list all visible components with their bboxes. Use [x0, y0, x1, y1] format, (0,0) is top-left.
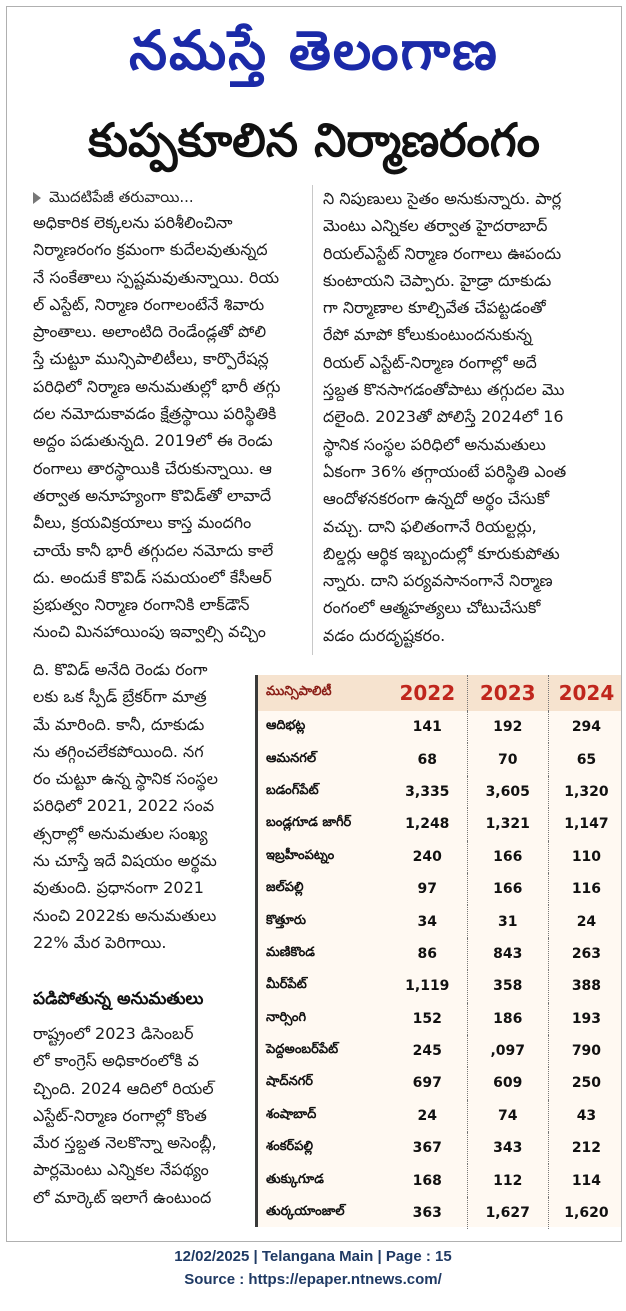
permit-count-cell: 186 — [467, 1003, 548, 1035]
article-line: పరిధిలో 2021, 2022 సంవ — [33, 796, 215, 816]
permit-count-cell: 34 — [417, 913, 438, 930]
permit-count-cell: 70 — [467, 743, 548, 775]
table-row — [258, 808, 622, 840]
table-row — [258, 776, 622, 808]
article-line: త్సరాల్లో అనుమతుల సంఖ్య — [33, 823, 208, 843]
table-row — [258, 1035, 622, 1067]
table-row — [258, 743, 622, 775]
building-permits-table — [255, 675, 622, 1227]
table-row — [258, 970, 622, 1002]
permit-count-cell: 609 — [467, 1067, 548, 1099]
municipality-name-cell: ఆదిభట్ల — [266, 718, 306, 734]
continuation-label — [33, 185, 194, 209]
article-line: వుతుంది. ప్రధానంగా 2021 — [33, 878, 204, 898]
article-line: ల్ ఎస్టేట్, నిర్మాణ రంగాలంటేనే శివారు — [33, 294, 265, 314]
table-row — [258, 938, 622, 970]
table-row — [258, 1132, 622, 1164]
permit-count-cell: 65 — [548, 743, 622, 775]
municipality-name-cell: మణికొండ — [266, 944, 315, 960]
permit-count-cell: ,097 — [467, 1035, 548, 1067]
table-row — [258, 905, 622, 937]
permit-count-cell: 86 — [417, 945, 438, 962]
article-line: రేపో మాపో కోలుకుంటుందనుకున్న — [323, 325, 532, 345]
municipality-name-cell: ఆమనగల్ — [266, 750, 317, 766]
article-line: రియల్‌ఎస్టేట్ నిర్మాణ రంగాలు ఊపందు — [323, 243, 562, 263]
permit-count-cell: 166 — [467, 873, 548, 905]
permit-count-cell: 212 — [548, 1132, 622, 1164]
article-line: కుంటాయని చెప్పారు. హైడ్రా దూకుడు — [323, 270, 552, 290]
table-row — [258, 873, 622, 905]
table-header-year: 2022 — [388, 675, 467, 711]
article-line: స్తబ్దత కొనసాగడంతోపాటు తగ్గుదల మొ — [323, 380, 565, 400]
municipality-name-cell: జల్‌పల్లి — [266, 880, 304, 896]
article-line: రంగంలో ఆత్మహత్యలు చోటుచేసుకో — [323, 598, 541, 618]
table-header-year: 2023 — [467, 675, 548, 711]
article-line: ది. కొవిడ్ అనేది రెండు రంగా — [33, 660, 208, 679]
municipality-name-cell: శంషాబాద్ — [266, 1106, 317, 1122]
permit-count-cell: 1,620 — [548, 1197, 622, 1229]
article-line: చాయే కానీ భారీ తగ్గుదల నమోదు కాలే — [33, 540, 274, 560]
municipality-name-cell: బడంగ్‌పేట్ — [266, 782, 319, 798]
permit-count-cell: 68 — [417, 751, 438, 768]
article-column-left — [33, 209, 307, 646]
permit-count-cell: 263 — [548, 938, 622, 970]
article-line: ఆందోళనకరంగా ఉన్నదో అర్థం చేసుకో — [323, 489, 550, 509]
table-header-municipality: మున్సిపాలిటీ — [258, 675, 388, 711]
municipality-name-cell: మీర్‌పేట్ — [266, 977, 307, 993]
article-line: నుంచి 2022కు అనుమతులు — [33, 905, 217, 925]
article-line: రంగాలు తారస్థాయికి చేరుకున్నాయి. ఆ — [33, 458, 272, 478]
permit-count-cell: 3,605 — [467, 776, 548, 808]
permit-count-cell: 1,248 — [405, 816, 450, 833]
permit-count-cell: 168 — [412, 1172, 442, 1189]
table-header-year: 2024 — [548, 675, 622, 711]
municipality-name-cell: నార్సింగి — [266, 1009, 307, 1025]
permit-count-cell: 141 — [412, 719, 442, 736]
column-divider — [312, 185, 313, 655]
article-line: తర్వాత అనూహ్యంగా కొవిడ్‌తో లావాదే — [33, 485, 272, 505]
table-row — [258, 1164, 622, 1196]
permit-count-cell: 343 — [467, 1132, 548, 1164]
permit-count-cell: 3,335 — [405, 783, 450, 800]
article-line: ఏకంగా 36% తగ్గాయంటే పరిస్థితి ఎంత — [323, 461, 567, 481]
permit-count-cell: 697 — [412, 1075, 442, 1092]
permit-count-cell: 166 — [467, 841, 548, 873]
article-line: మే మారింది. కానీ, దూకుడు — [33, 714, 205, 734]
permit-count-cell: 367 — [412, 1140, 442, 1157]
chevron-right-icon — [33, 192, 41, 204]
table-row — [258, 1067, 622, 1099]
article-line: రాష్ట్రంలో 2023 డిసెంబర్ — [33, 1024, 194, 1043]
article-line: నిర్మాణరంగం క్రమంగా కుదేలవుతున్నద — [33, 240, 268, 260]
article-line: బిల్డర్లు ఆర్థిక ఇబ్బందుల్లో కూరుకుపోతు — [323, 543, 560, 563]
article-line: న్నారు. దాని పర్యవసానంగానే నిర్మాణ — [323, 571, 553, 591]
permit-count-cell: 97 — [417, 881, 438, 898]
municipality-name-cell: షాద్‌నగర్ — [266, 1074, 313, 1090]
article-line: గా నిర్మాణాల కూల్చివేత చేపట్టడంతో — [323, 298, 546, 318]
permit-count-cell: 24 — [548, 905, 622, 937]
municipality-name-cell: తుక్కుగూడ — [266, 1171, 324, 1187]
permit-count-cell: 240 — [412, 848, 442, 865]
article-column-right — [323, 185, 617, 649]
article-subheading: పడిపోతున్న అనుమతులు — [33, 989, 204, 1009]
municipality-name-cell: ఇబ్రహీంపట్నం — [266, 847, 335, 863]
permit-count-cell: 152 — [412, 1010, 442, 1027]
article-line: మెంటు ఎన్నికల తర్వాత హైదరాబాద్ — [323, 216, 548, 236]
municipality-name-cell: పెద్దఅంబర్‌పేట్ — [266, 1042, 339, 1058]
article-line: వచ్చు. దాని ఫలితంగానే రియల్టర్లు, — [323, 516, 537, 536]
permit-count-cell: 1,627 — [467, 1197, 548, 1229]
article-line: 22% మేర పెరిగాయి. — [33, 932, 167, 952]
article-column-left-narrow — [33, 656, 243, 956]
permit-count-cell: 24 — [417, 1107, 438, 1124]
article-line: లో కాంగ్రెస్ అధికారంలోకి వ — [33, 1051, 199, 1071]
table-row — [258, 841, 622, 873]
permit-count-cell: 31 — [467, 905, 548, 937]
article-line: అధికారిక లెక్కలను పరిశీలించినా — [33, 213, 233, 232]
permit-count-cell: 114 — [548, 1164, 622, 1196]
article-line: రియల్ ఎస్టేట్-నిర్మాణ రంగాల్లో అదే — [323, 352, 537, 372]
article-line: స్థానిక సంస్థల పరిధిలో అనుమతులు — [323, 434, 546, 454]
article-line: దల నమోదుకావడం క్షేత్రస్థాయి పరిస్థితికి — [33, 404, 277, 424]
permit-count-cell: 358 — [467, 970, 548, 1002]
permit-count-cell: 843 — [467, 938, 548, 970]
municipality-name-cell: కొత్తూరు — [266, 912, 307, 928]
article-line: నుంచి మినహాయింపు ఇవ్వాల్సి వచ్చిం — [33, 622, 266, 642]
article-line: ఎస్టేట్-నిర్మాణ రంగాల్లో కొంత — [33, 1105, 207, 1125]
permit-count-cell: 43 — [548, 1100, 622, 1132]
permit-count-cell: 294 — [548, 711, 622, 743]
article-line: లో మార్కెట్ ఇలాగే ఉంటుంద — [33, 1187, 212, 1207]
article-line: ప్రాంతాలు. అలాంటిది రెండేండ్లతో పోలి — [33, 322, 267, 342]
footer-dateline: 12/02/2025 | Telangana Main | Page : 15 — [174, 1248, 452, 1265]
article-line: పరిధిలో నిర్మాణ అనుమతుల్లో భారీ తగ్గు — [33, 376, 281, 396]
article-line: లకు ఒక స్పీడ్ బ్రేకర్‌గా మాత్ర — [33, 687, 207, 707]
continuation-text: మొదటిపేజీ తరువాయి... — [49, 188, 194, 206]
article-line: ప్రభుత్వం నిర్మాణ రంగానికి లాక్‌డౌన్ — [33, 595, 250, 615]
article-line: మేర స్తబ్దత నెలకొన్నా అసెంబ్లీ, — [33, 1133, 217, 1153]
article-line: నే సంకేతాలు స్పష్టమవుతున్నాయి. రియ — [33, 267, 280, 287]
newspaper-masthead: నమస్తే తెలంగాణ — [129, 18, 499, 82]
article-line: దు. అందుకే కొవిడ్ సమయంలో కేసీఆర్ — [33, 567, 272, 587]
table-row — [258, 1003, 622, 1035]
article-line: ని నిపుణులు సైతం అనుకున్నారు. పార్ల — [323, 189, 562, 208]
permit-count-cell: 110 — [548, 841, 622, 873]
permit-count-cell: 116 — [548, 873, 622, 905]
table-row — [258, 1100, 622, 1132]
permit-count-cell: 250 — [548, 1067, 622, 1099]
permit-count-cell: 192 — [467, 711, 548, 743]
table-header-row — [258, 675, 622, 711]
permit-count-cell: 245 — [412, 1043, 442, 1060]
article-line: రం చుట్టూ ఉన్న స్థానిక సంస్థల — [33, 769, 218, 789]
article-line: అద్దం పడుతున్నది. 2019లో ఈ రెండు — [33, 431, 273, 451]
article-line: వీలు, క్రయవిక్రయాలు కాస్త మందగిం — [33, 513, 252, 533]
article-line: చ్చింది. 2024 ఆదిలో రియల్ — [33, 1078, 214, 1098]
table-row — [258, 1197, 622, 1229]
footer-source: Source : https://epaper.ntnews.com/ — [184, 1271, 442, 1288]
newspaper-clipping — [6, 6, 622, 1242]
permit-count-cell: 790 — [548, 1035, 622, 1067]
article-line: స్తే చుట్టూ మున్సిపాలిటీలు, కార్పొరేషన్ల — [33, 349, 269, 369]
article-line: దలైంది. 2023తో పోలిస్తే 2024లో 16 — [323, 407, 564, 427]
article-column-left-bottom — [33, 1020, 247, 1211]
article-line: ను చూస్తే ఇదే విషయం అర్థమ — [33, 851, 217, 871]
municipality-name-cell: తుర్కయాంజాల్ — [266, 1204, 345, 1220]
permit-count-cell: 1,320 — [548, 776, 622, 808]
article-headline: కుప్పకూలిన నిర్మాణరంగం — [88, 113, 540, 167]
article-line: ను తగ్గించలేకపోయింది. నగ — [33, 741, 204, 761]
permit-count-cell: 74 — [467, 1100, 548, 1132]
article-line: పార్లమెంటు ఎన్నికల నేపథ్యం — [33, 1160, 209, 1180]
municipality-name-cell: బండ్లగూడ జాగీర్ — [266, 815, 352, 831]
permit-count-cell: 388 — [548, 970, 622, 1002]
permit-count-cell: 1,321 — [467, 808, 548, 840]
municipality-name-cell: శంకర్‌పల్లి — [266, 1139, 314, 1155]
table-row — [258, 711, 622, 743]
permit-count-cell: 1,147 — [548, 808, 622, 840]
permit-count-cell: 1,119 — [405, 978, 450, 995]
permit-count-cell: 112 — [467, 1164, 548, 1196]
permits-data-table — [258, 675, 622, 1229]
permit-count-cell: 363 — [412, 1205, 442, 1222]
permit-count-cell: 193 — [548, 1003, 622, 1035]
article-line: వడం దురదృష్టకరం. — [323, 625, 446, 645]
